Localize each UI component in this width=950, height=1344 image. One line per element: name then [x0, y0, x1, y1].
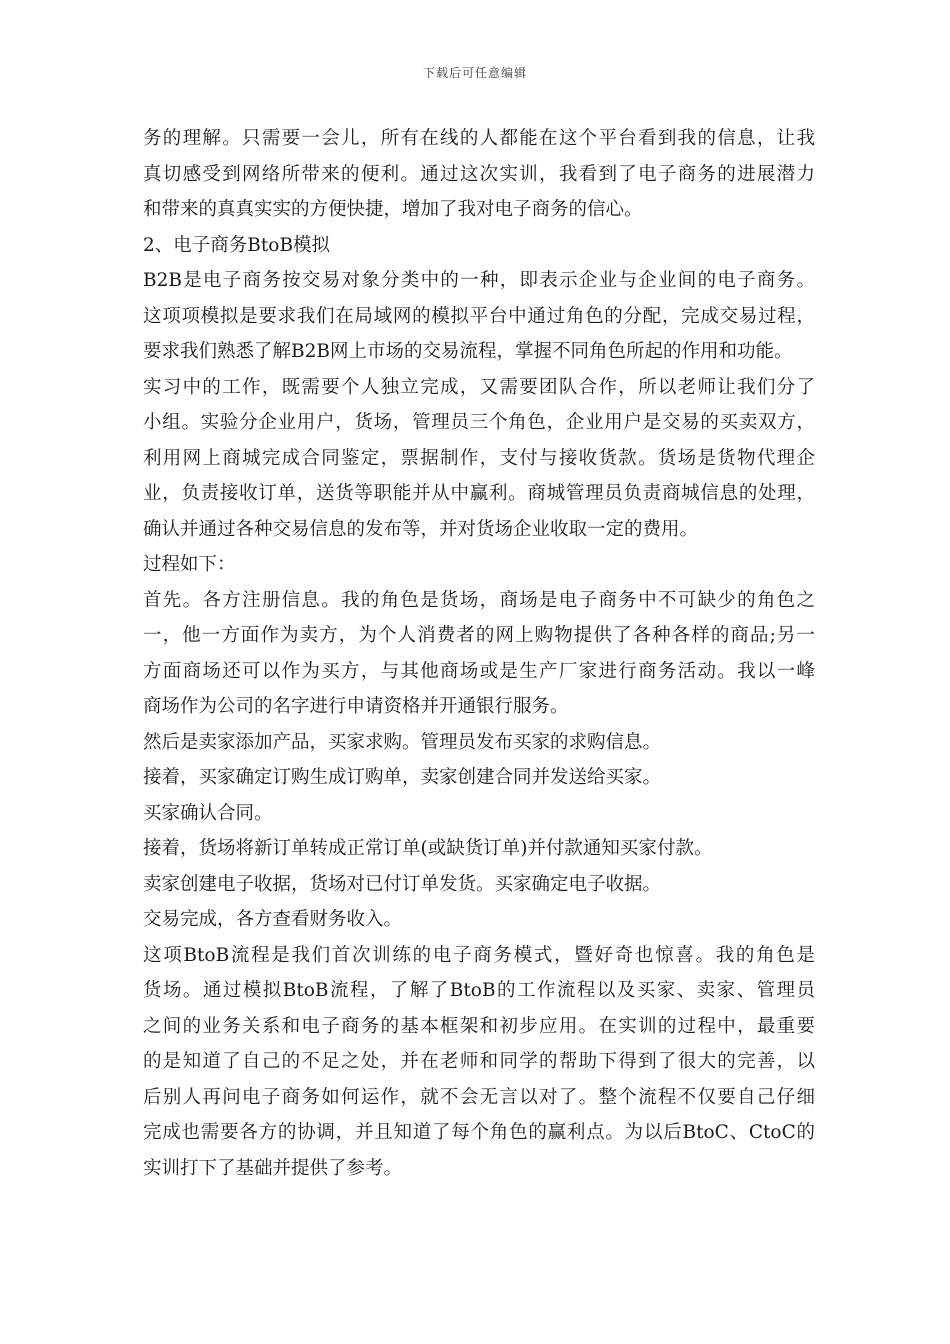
text-line: 利用网上商城完成合同鉴定，票据制作，支付与接收货款。货场是货物代理企 [143, 447, 815, 469]
text-line: 实训打下了基础并提供了参考。 [143, 1157, 403, 1179]
text-line: 业，负责接收订单，送货等职能并从中赢利。商城管理员负责商城信息的处理， [143, 483, 815, 504]
text-line: 货场。通过模拟BtoB流程，了解了BtoB的工作流程以及买家、卖家、管理员 [143, 980, 815, 1001]
text-line: 要求我们熟悉了解B2B网上市场的交易流程，掌握不同角色所起的作用和功能。 [143, 341, 793, 362]
text-line: 交易完成，各方查看财务收入。 [143, 909, 403, 930]
text-line: 首先。各方注册信息。我的角色是货场，商场是电子商务中不可缺少的角色之 [143, 589, 815, 611]
document-body [143, 121, 815, 1186]
text-line: 真切感受到网络所带来的便利。通过这次实训，我看到了电子商务的进展潜力 [143, 163, 815, 185]
text-line: 然后是卖家添加产品，买家求购。管理员发布买家的求购信息。 [143, 731, 662, 753]
text-line: 小组。实验分企业用户，货场，管理员三个角色，企业用户是交易的买卖双方， [143, 412, 815, 433]
page-header-note: 下载后可任意编辑 [422, 66, 527, 80]
text-line: 后别人再问电子商务如何运作，就不会无言以对了。整个流程不仅要自己仔细 [143, 1086, 815, 1108]
text-line: 的是知道了自己的不足之处，并在老师和同学的帮助下得到了很大的完善，以 [143, 1051, 815, 1072]
text-line: 2、电子商务BtoB模拟 [143, 234, 331, 256]
text-line: 实习中的工作，既需要个人独立完成，又需要团队合作，所以老师让我们分了 [143, 376, 815, 398]
text-line: 商场作为公司的名字进行申请资格并开通银行服务。 [143, 696, 569, 717]
text-line: 务的理解。只需要一会儿，所有在线的人都能在这个平台看到我的信息，让我 [143, 128, 815, 149]
text-line: 确认并通过各种交易信息的发布等，并对货场企业收取一定的费用。 [143, 518, 699, 540]
text-line: 这项项模拟是要求我们在局域网的模拟平台中通过角色的分配，完成交易过程， [143, 305, 815, 327]
text-line: 过程如下： [143, 554, 236, 575]
text-line: 之间的业务关系和电子商务的基本框架和初步应用。在实训的过程中，最重要 [143, 1015, 815, 1037]
text-line: 一，他一方面作为卖方，为个人消费者的网上购物提供了各种各样的商品;另一 [143, 625, 815, 646]
text-line: 买家确认合同。 [143, 802, 273, 824]
text-line: 方面商场还可以作为买方，与其他商场或是生产厂家进行商务活动。我以一峰 [143, 660, 815, 682]
text-line: 卖家创建电子收据，货场对已付订单发货。买家确定电子收据。 [143, 873, 662, 895]
text-line: 完成也需要各方的协调，并且知道了每个角色的赢利点。为以后BtoC、CtoC的 [143, 1122, 815, 1143]
text-line: 和带来的真真实实的方便快捷，增加了我对电子商务的信心。 [143, 199, 643, 220]
text-line: B2B是电子商务按交易对象分类中的一种，即表示企业与企业间的电子商务。 [143, 270, 815, 291]
text-line: 接着，买家确定订购生成订购单，卖家创建合同并发送给买家。 [143, 767, 662, 788]
text-line: 这项BtoB流程是我们首次训练的电子商务模式，暨好奇也惊喜。我的角色是 [143, 944, 815, 966]
text-line: 接着，货场将新订单转成正常订单(或缺货订单)并付款通知买家付款。 [143, 838, 713, 859]
